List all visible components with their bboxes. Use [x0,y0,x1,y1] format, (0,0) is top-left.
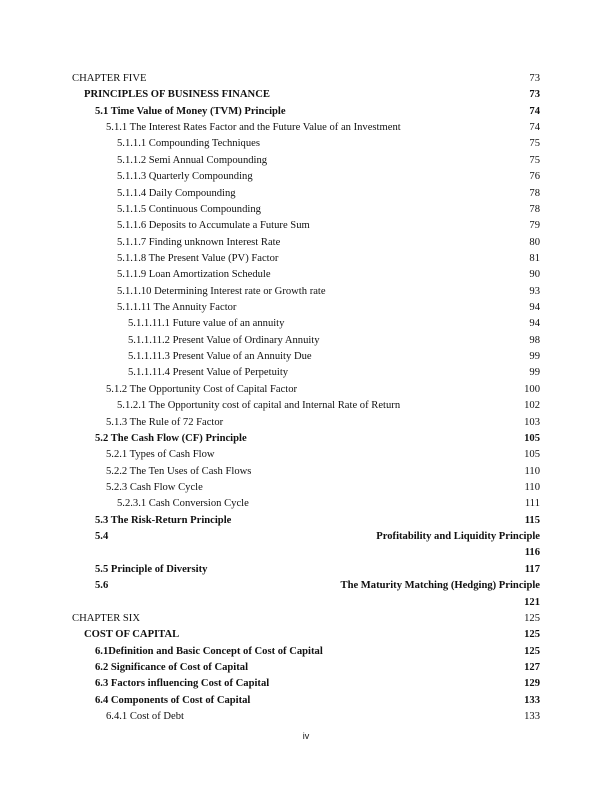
toc-entry[interactable] [72,136,540,152]
toc-entry-title: 5.2.3 Cash Flow Cycle [106,481,203,493]
toc-entry-page: 74 [529,105,540,117]
toc-entry[interactable] [72,218,540,234]
toc-entry[interactable] [72,676,540,692]
toc-entry-title: CHAPTER FIVE [72,73,147,84]
toc-entry-title: 5.2.3.1 Cash Conversion Cycle [117,498,249,510]
toc-entry-page: 121 [524,596,540,608]
toc-entry-title: 5.1.1 The Interest Rates Factor and the Future Value of an Investment [106,122,401,134]
toc-entry-title: 5.1.1.11.3 Present Value of an Annuity Due [128,351,312,363]
toc-entry-title: 5.3 The Risk-Return Principle [95,514,232,526]
toc-entry-page: 125 [524,645,540,657]
toc-entry[interactable] [72,316,540,332]
toc-entry-title: 5.1.1.8 The Present Value (PV) Factor [117,252,279,264]
toc-entry[interactable] [72,153,540,169]
toc-entry-page: 94 [529,318,540,330]
toc-entry-page: 133 [524,694,540,706]
toc-entry-title: 5.2.2 The Ten Uses of Cash Flows [106,465,252,477]
toc-entry-page: 133 [524,711,540,723]
toc-entry-page: 115 [524,514,540,526]
toc-entry-title: PRINCIPLES OF BUSINESS FINANCE [84,89,270,101]
toc-entry-title: 5.1.1.6 Deposits to Accumulate a Future Sum [117,220,310,232]
table-of-contents [72,71,540,725]
toc-entry-page: 99 [529,351,540,363]
toc-entry-page: 73 [529,73,540,84]
toc-entry[interactable] [72,71,540,87]
toc-entry[interactable] [72,562,540,578]
toc-entry[interactable] [72,447,540,463]
toc-entry-page: 105 [524,449,540,461]
toc-entry-page: 111 [524,498,540,510]
toc-entry-title: 5.4 [95,531,109,543]
toc-entry[interactable] [72,284,540,300]
toc-entry[interactable] [72,480,540,496]
toc-entry-title: 6.3 Factors influencing Cost of Capital [95,678,270,690]
toc-entry-page: 73 [529,89,540,101]
toc-entry[interactable] [72,398,540,414]
toc-entry[interactable] [72,365,540,381]
toc-entry[interactable] [72,513,540,529]
toc-entry[interactable] [72,709,540,725]
toc-entry-title: 5.1.1.11 The Annuity Factor [117,302,237,314]
toc-entry[interactable] [72,693,540,709]
toc-entry[interactable] [72,104,540,120]
toc-entry-page-line [72,545,540,561]
toc-entry-title: 5.1 Time Value of Money (TVM) Principle [95,105,286,117]
toc-entry-title: 5.5 Principle of Diversity [95,563,208,575]
toc-entry[interactable] [72,529,540,545]
toc-entry-title: 5.2 The Cash Flow (CF) Principle [95,432,247,444]
toc-entry-title: 5.1.1.1 Compounding Techniques [117,138,260,150]
toc-entry-title: 5.1.1.11.1 Future value of an annuity [128,318,285,330]
toc-entry-title: 5.6 [95,580,109,592]
toc-entry-page: 74 [529,122,540,134]
toc-entry-title: 5.1.3 The Rule of 72 Factor [106,416,224,428]
toc-entry-page: 79 [529,220,540,232]
toc-entry[interactable] [72,349,540,365]
toc-entry-page: 99 [529,367,540,379]
toc-entry-page: 98 [529,334,540,346]
toc-entry-title: 5.1.1.9 Loan Amortization Schedule [117,269,271,281]
toc-entry-title: 5.1.1.2 Semi Annual Compounding [117,154,268,166]
toc-entry[interactable] [72,611,540,627]
toc-entry-title: 5.1.1.4 Daily Compounding [117,187,236,199]
toc-entry[interactable] [72,627,540,643]
toc-entry-title: 5.1.1.5 Continuous Compounding [117,203,261,215]
toc-entry[interactable] [72,464,540,480]
toc-entry[interactable] [72,382,540,398]
toc-entry[interactable] [72,333,540,349]
toc-entry-page: 102 [524,400,540,412]
toc-entry[interactable] [72,186,540,202]
toc-entry-title: 5.1.2 The Opportunity Cost of Capital Factor [106,383,298,395]
toc-entry-page-line [72,595,540,611]
toc-entry-title: COST OF CAPITAL [84,629,180,641]
toc-entry[interactable] [72,235,540,251]
toc-entry-title: 5.1.1.3 Quarterly Compounding [117,171,253,183]
toc-entry-page: 110 [524,481,540,493]
toc-entry-page: 94 [529,302,540,314]
toc-entry-page: 125 [524,629,540,641]
toc-entry-title: 6.1Definition and Basic Concept of Cost of Capital [95,645,323,657]
toc-entry-page: 127 [524,661,540,673]
toc-entry[interactable] [72,169,540,185]
toc-entry-page: 100 [524,383,540,395]
toc-entry-page: 80 [529,236,540,248]
toc-entry-page: 90 [529,269,540,281]
toc-entry[interactable] [72,496,540,512]
toc-entry-title: 5.1.1.7 Finding unknown Interest Rate [117,236,281,248]
toc-entry-page: 103 [524,416,540,428]
toc-entry-page: 75 [529,138,540,150]
toc-entry-title: 6.4 Components of Cost of Capital [95,694,251,706]
toc-entry-title: 6.2 Significance of Cost of Capital [95,661,249,673]
toc-entry-page: 105 [524,432,540,444]
toc-entry-title-right: The Maturity Matching (Hedging) Principle [340,580,540,592]
toc-entry-title: 5.1.2.1 The Opportunity cost of capital and Internal Rate of Return [117,400,401,412]
toc-entry[interactable] [72,87,540,103]
toc-entry[interactable] [72,415,540,431]
toc-entry-page: 78 [529,203,540,215]
toc-entry-title: 5.1.1.11.2 Present Value of Ordinary Annuity [128,334,320,346]
toc-entry-title: CHAPTER SIX [72,612,140,624]
toc-entry-title: 6.4.1 Cost of Debt [106,711,184,723]
toc-entry-page: 110 [524,465,540,477]
toc-entry[interactable] [72,578,540,594]
toc-entry[interactable] [72,120,540,136]
toc-entry-title-right: Profitability and Liquidity Principle [376,531,540,543]
toc-entry-page: 78 [529,187,540,199]
toc-entry[interactable] [72,660,540,676]
toc-entry-page: 76 [529,171,540,183]
toc-entry-page: 81 [529,252,540,264]
toc-entry-page: 93 [529,285,540,297]
toc-entry-page: 125 [524,612,540,624]
toc-entry-page: 116 [524,547,540,559]
toc-entry-title: 5.1.1.10 Determining Interest rate or Growth rate [117,285,326,297]
toc-entry[interactable] [72,251,540,267]
toc-entry[interactable] [72,431,540,447]
page-number: iv [302,731,310,741]
toc-entry[interactable] [72,300,540,316]
toc-entry[interactable] [72,644,540,660]
toc-entry[interactable] [72,267,540,283]
toc-entry-page: 117 [524,563,540,575]
toc-entry-title: 5.1.1.11.4 Present Value of Perpetuity [128,367,289,379]
toc-entry-page: 129 [524,678,540,690]
toc-entry-page: 75 [529,154,540,166]
toc-entry[interactable] [72,202,540,218]
toc-entry-title: 5.2.1 Types of Cash Flow [106,449,215,461]
